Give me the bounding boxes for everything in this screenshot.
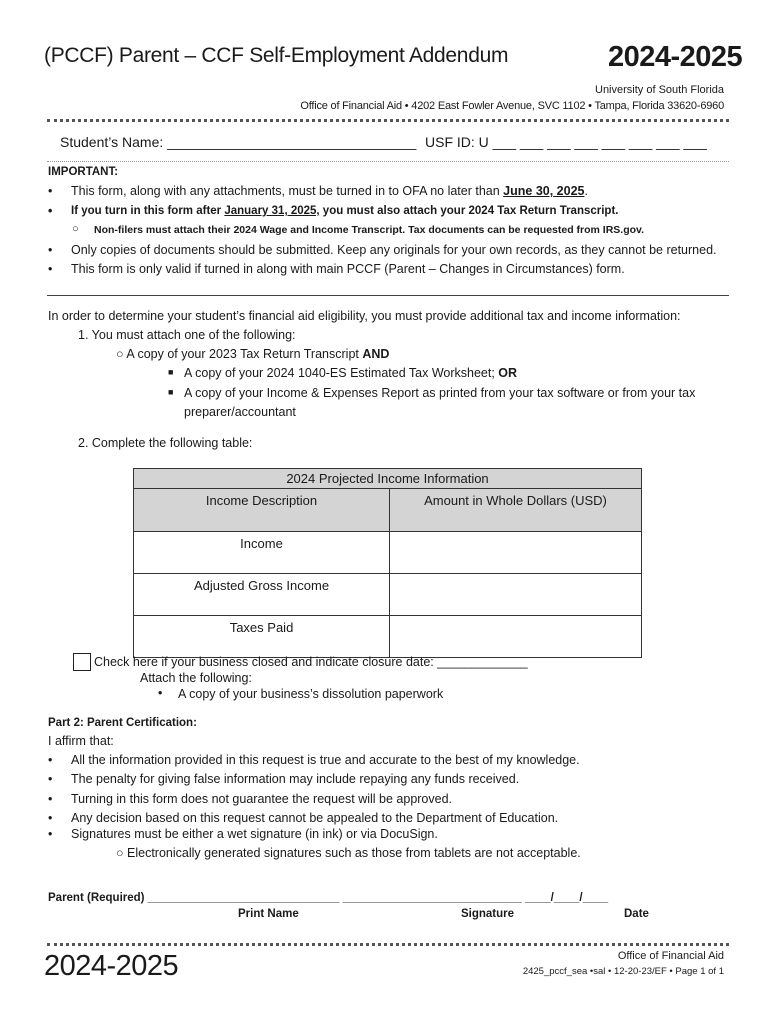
header-year: 2024-2025 [608, 41, 743, 73]
bullet: • [48, 262, 53, 276]
agi-amount-input[interactable] [390, 574, 642, 616]
section-divider [47, 295, 729, 296]
bullet: • [48, 243, 53, 257]
table-row [134, 574, 642, 616]
page-title: (PCCF) Parent – CCF Self-Employment Addendum [44, 44, 509, 67]
projected-income-table [133, 468, 642, 658]
important-item-3: Only copies of documents should be submitted. Keep any originals for your own records, as they cannot be returned. [71, 243, 717, 257]
parent-signature-line[interactable]: Parent (Required) ______________________________ ____________________________ ____/____/____ [48, 892, 609, 904]
bullet: • [48, 772, 53, 786]
column-header-amount: Amount in Whole Dollars (USD) [390, 489, 642, 532]
important-item-2-end: you must also attach your 2024 Tax Return Transcript. [319, 205, 619, 217]
important-item-2-sub: Non-filers must attach their 2024 Wage and Income Transcript. Tax documents can be requested from IRS.gov. [94, 224, 645, 236]
header-divider [47, 119, 729, 122]
step-1-option-a [116, 347, 389, 361]
student-divider [47, 161, 729, 162]
cert-item-5: Signatures must be either a wet signature (in ink) or via DocuSign. [71, 827, 438, 841]
footer-code: 2425_pccf_sea •sal • 12-20-23/EF • Page 1 of 1 [522, 966, 724, 977]
important-item-1-end: . [584, 184, 588, 198]
important-item-2-text: If you turn in this form after [71, 205, 225, 217]
university-name: University of South Florida [595, 84, 724, 96]
attach-following: Attach the following: [140, 671, 252, 685]
certification-heading: Part 2: Parent Certification: [48, 717, 197, 729]
usf-id-field[interactable]: USF ID: U ___ ___ ___ ___ ___ ___ ___ ___ [425, 134, 707, 150]
step-1-option-c-cont: preparer/accountant [184, 405, 296, 419]
square-bullet: ■ [168, 387, 174, 397]
date-label: Date [624, 908, 649, 920]
student-name-field[interactable]: Student’s Name: ________________________________ [60, 134, 417, 150]
option-a-and: AND [362, 347, 390, 361]
footer-office: Office of Financial Aid [617, 950, 724, 962]
important-item-2 [71, 205, 619, 217]
row-label-agi: Adjusted Gross Income [134, 574, 390, 616]
cert-sub-item: ○ Electronically generated signatures such as those from tablets are not acceptable. [116, 846, 581, 860]
column-header-description: Income Description [134, 489, 390, 532]
bullet: • [48, 811, 53, 825]
bullet: • [48, 204, 53, 218]
dissolution-paperwork: A copy of your business’s dissolution paperwork [178, 687, 444, 701]
table-title: 2024 Projected Income Information [134, 469, 642, 489]
taxes-paid-amount-input[interactable] [390, 616, 642, 658]
cert-item-3: Turning in this form does not guarantee the request will be approved. [71, 792, 453, 806]
table-row [134, 616, 642, 658]
instructions-intro: In order to determine your student’s financial aid eligibility, you must provide additional tax and income information: [48, 309, 681, 323]
cert-item-4: Any decision based on this request cannot be appealed to the Department of Education. [71, 811, 559, 825]
cutoff-date: January 31, 2025, [224, 205, 320, 217]
footer-divider [47, 943, 729, 946]
affirm-text: I affirm that: [48, 734, 114, 748]
office-address: Office of Financial Aid • 4202 East Fowler Avenue, SVC 1102 • Tampa, Florida 33620-6960 [300, 100, 724, 112]
step-1-option-c: A copy of your Income & Expenses Report as printed from your tax software or from your tax [184, 386, 696, 400]
bullet: • [48, 827, 53, 841]
important-item-4: This form is only valid if turned in along with main PCCF (Parent – Changes in Circumstances) form. [71, 262, 625, 276]
business-closed-label: Check here if your business closed and indicate closure date: _____________ [94, 655, 528, 669]
bullet: • [48, 792, 53, 806]
option-b-text: A copy of your 2024 1040-ES Estimated Tax Worksheet; [184, 366, 499, 380]
important-item-1 [71, 184, 588, 198]
cert-item-1: All the information provided in this request is true and accurate to the best of my knowledge. [71, 753, 580, 767]
bullet: • [158, 686, 163, 700]
sub-bullet: ○ [72, 223, 79, 235]
step-1: 1. You must attach one of the following: [78, 328, 296, 342]
option-b-or: OR [498, 366, 518, 380]
income-amount-input[interactable] [390, 532, 642, 574]
business-closed-checkbox[interactable] [73, 653, 91, 671]
row-label-taxes-paid: Taxes Paid [134, 616, 390, 658]
square-bullet: ■ [168, 367, 174, 377]
footer-year: 2024-2025 [44, 950, 179, 982]
deadline-date: June 30, 2025 [503, 184, 585, 198]
important-item-1-text: This form, along with any attachments, must be turned in to OFA no later than [71, 184, 504, 198]
step-1-option-b [184, 366, 517, 380]
print-name-label: Print Name [238, 908, 299, 920]
table-row [134, 532, 642, 574]
cert-item-2: The penalty for giving false information may include repaying any funds received. [71, 772, 520, 786]
signature-label: Signature [461, 908, 515, 920]
row-label-income: Income [134, 532, 390, 574]
step-2: 2. Complete the following table: [78, 436, 253, 450]
important-heading: IMPORTANT: [48, 166, 119, 178]
bullet: • [48, 184, 53, 198]
option-a-text: ○ A copy of your 2023 Tax Return Transcript [116, 347, 363, 361]
bullet: • [48, 753, 53, 767]
